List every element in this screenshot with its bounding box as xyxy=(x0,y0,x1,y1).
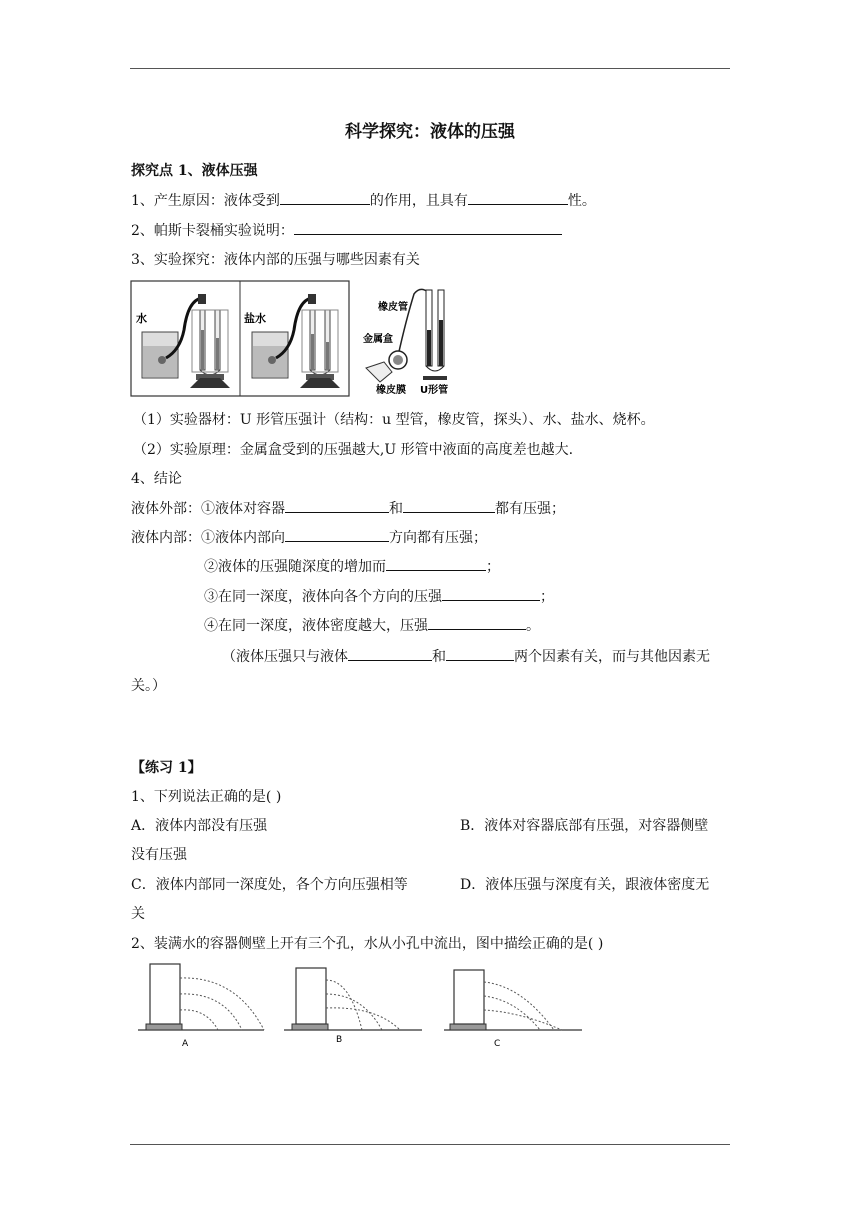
note-text-c: 两个因素有关，而与其他因素无 xyxy=(514,649,710,665)
c4-text-a: ④在同一深度，液体密度越大，压强 xyxy=(204,618,428,634)
para-1-text: （1）实验器材：U 形管压强计（结构：u 型管，橡皮管，探头）、水、盐水、烧杯。 xyxy=(133,412,655,428)
label-rubber-film: 橡皮膜 xyxy=(376,385,406,396)
question-1-text: 1、下列说法正确的是( ) xyxy=(131,789,282,805)
label-u-tube: U形管 xyxy=(420,385,449,396)
blank xyxy=(468,190,568,205)
note-text-b: 和 xyxy=(432,649,446,665)
option-d: D．液体压强与深度有关，跟液体密度无 xyxy=(460,877,710,893)
c2-text-b: ； xyxy=(486,559,500,575)
bottom-rule xyxy=(130,1144,730,1145)
item-3 xyxy=(131,250,731,270)
item-3-text: 3、实验探究：液体内部的压强与哪些因素有关 xyxy=(131,252,420,268)
option-b-cont: 没有压强 xyxy=(131,847,187,863)
top-rule xyxy=(130,68,730,69)
figure-label-a: A xyxy=(182,1039,189,1049)
c4-text-b: 。 xyxy=(526,618,540,634)
conclusion-inside-4 xyxy=(204,615,804,636)
item-2 xyxy=(131,220,731,241)
blank xyxy=(294,220,562,235)
item-4-text: 4、结论 xyxy=(131,471,182,487)
option-b-wrap xyxy=(131,845,731,865)
item-1-text-a: 1、产生原因：液体受到 xyxy=(131,193,280,209)
section-heading xyxy=(131,161,731,181)
item-1-text-c: 性。 xyxy=(567,193,596,209)
outside-text-b: 和 xyxy=(389,501,403,517)
item-1-text-b: 的作用，且具有 xyxy=(369,193,468,209)
label-water: 水 xyxy=(136,312,147,325)
blank xyxy=(285,498,389,513)
inside-text-b: 方向都有压强； xyxy=(389,530,487,546)
note-line-end xyxy=(131,676,731,696)
outside-text-a: 液体外部：①液体对容器 xyxy=(131,501,285,517)
item-4 xyxy=(131,469,731,489)
water-jet-figures xyxy=(136,960,586,1050)
label-metal-box: 金属盒 xyxy=(363,334,393,345)
para-1 xyxy=(133,410,733,430)
conclusion-inside-1 xyxy=(131,527,731,548)
blank xyxy=(386,556,486,571)
option-a: A．液体内部没有压强 xyxy=(131,818,268,834)
blank xyxy=(442,586,540,601)
c2-text-a: ②液体的压强随深度的增加而 xyxy=(204,559,386,575)
option-row-ab xyxy=(131,816,731,836)
option-b: B．液体对容器底部有压强，对容器侧壁 xyxy=(460,818,709,834)
option-d-wrap xyxy=(131,904,731,924)
note-text-a: （液体压强只与液体 xyxy=(222,649,348,665)
c3-text-b: ； xyxy=(540,589,554,605)
practice-heading xyxy=(131,758,731,778)
section-heading-text: 探究点 1、液体压强 xyxy=(131,163,258,179)
blank xyxy=(348,646,432,661)
conclusion-inside-3 xyxy=(204,586,804,607)
blank xyxy=(280,190,370,205)
inside-text-a: 液体内部：①液体内部向 xyxy=(131,530,285,546)
question-1 xyxy=(131,787,731,807)
label-salt-water: 盐水 xyxy=(244,312,266,325)
question-2-text: 2、装满水的容器侧壁上开有三个孔，水从小孔中流出，图中描绘正确的是( ) xyxy=(131,936,604,952)
blank xyxy=(446,646,514,661)
figure-label-b: B xyxy=(336,1035,343,1045)
question-2 xyxy=(131,934,731,954)
note-line xyxy=(222,646,822,667)
para-2-text: （2）实验原理：金属盒受到的压强越大,U 形管中液面的高度差也越大. xyxy=(133,442,574,458)
figure-label-c: C xyxy=(494,1039,501,1049)
item-1 xyxy=(131,190,731,211)
experiment-figure xyxy=(130,280,460,398)
label-rubber-tube: 橡皮管 xyxy=(378,302,408,313)
c3-text-a: ③在同一深度，液体向各个方向的压强 xyxy=(204,589,442,605)
option-row-cd xyxy=(131,875,731,895)
blank xyxy=(285,527,389,542)
option-d-cont: 关 xyxy=(131,906,145,922)
conclusion-outside xyxy=(131,498,731,519)
outside-text-c: 都有压强； xyxy=(495,501,565,517)
para-2 xyxy=(133,440,733,460)
option-c: C．液体内部同一深度处，各个方向压强相等 xyxy=(131,877,408,893)
conclusion-inside-2 xyxy=(204,556,804,577)
note-text-d: 关。） xyxy=(131,678,166,694)
item-2-text: 2、帕斯卡裂桶实验说明： xyxy=(131,223,294,239)
page-title: 科学探究：液体的压强 xyxy=(345,122,515,142)
blank xyxy=(428,615,526,630)
blank xyxy=(403,498,495,513)
practice-heading-text: 【练习 1】 xyxy=(131,760,202,776)
